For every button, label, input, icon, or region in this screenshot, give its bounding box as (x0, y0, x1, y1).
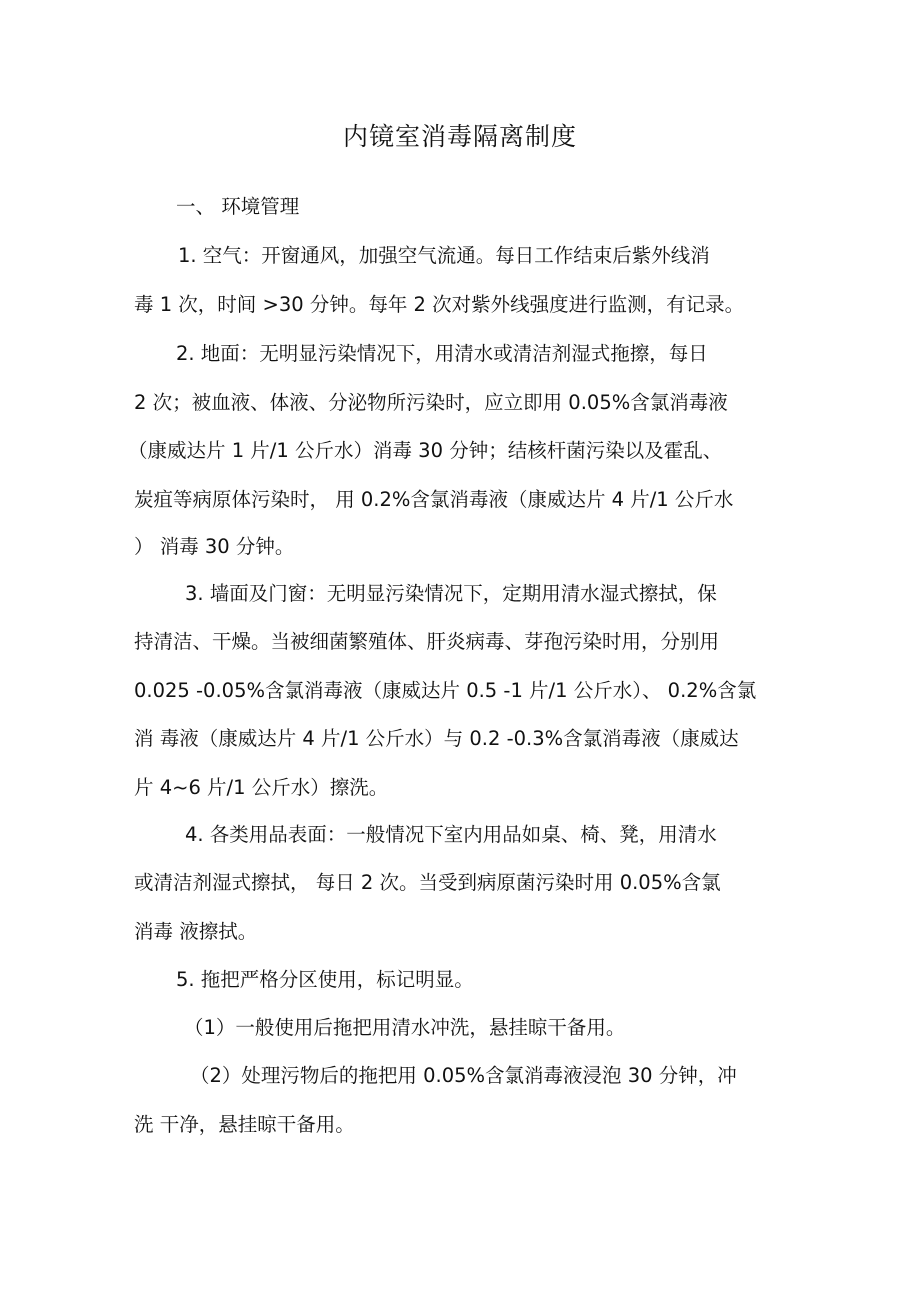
paragraph-surfaces-line-1: 4. 各类用品表面：一般情况下室内用品如桌、椅、凳，用清水 (185, 823, 717, 846)
paragraph-floor-line-2: 2 次；被血液、体液、分泌物所污染时，应立即用 0.05%含氯消毒液 (134, 391, 728, 414)
paragraph-floor-line-5: ） 消毒 30 分钟。 (134, 535, 295, 558)
paragraph-air-line-2: 毒 1 次，时间 >30 分钟。每年 2 次对紫外线强度进行监测，有记录。 (134, 293, 745, 316)
paragraph-walls-line-3: 0.025 -0.05%含氯消毒液（康威达片 0.5 -1 片/1 公斤水）、 0.2%含氯 (134, 679, 757, 702)
section-heading-environment: 一、 环境管理 (176, 195, 300, 218)
document-title: 内镜室消毒隔离制度 (342, 122, 577, 151)
paragraph-walls-line-4: 消 毒液（康威达片 4 片/1 公斤水）与 0.2 -0.3%含氯消毒液（康威达 (134, 727, 739, 750)
paragraph-mops-item-2-line-2: 洗 干净，悬挂晾干备用。 (134, 1113, 355, 1136)
paragraph-floor-line-3: （康威达片 1 片/1 公斤水）消毒 30 分钟；结核杆菌污染以及霍乱、 (128, 439, 723, 462)
paragraph-walls-line-2: 持清洁、干燥。当被细菌繁殖体、肝炎病毒、芽孢污染时用，分别用 (134, 630, 720, 653)
paragraph-mops-item-1: （1）一般使用后拖把用清水冲洗，悬挂晾干备用。 (184, 1016, 626, 1039)
paragraph-walls-line-5: 片 4~6 片/1 公斤水）擦洗。 (134, 776, 389, 799)
paragraph-air-line-1: 1. 空气：开窗通风，加强空气流通。每日工作结束后紫外线消 (178, 244, 710, 267)
paragraph-walls-line-1: 3. 墙面及门窗：无明显污染情况下，定期用清水湿式擦拭，保 (185, 582, 717, 605)
paragraph-surfaces-line-3: 消毒 液擦拭。 (134, 920, 258, 943)
paragraph-surfaces-line-2: 或清洁剂湿式擦拭， 每日 2 次。当受到病原菌污染时用 0.05%含氯 (134, 871, 721, 894)
paragraph-floor-line-4: 炭疽等病原体污染时， 用 0.2%含氯消毒液（康威达片 4 片/1 公斤水 (134, 488, 734, 511)
paragraph-mops-heading: 5. 拖把严格分区使用，标记明显。 (176, 968, 474, 991)
paragraph-mops-item-2-line-1: （2）处理污物后的拖把用 0.05%含氯消毒液浸泡 30 分钟，冲 (190, 1064, 737, 1087)
paragraph-floor-line-1: 2. 地面：无明显污染情况下，用清水或清洁剂湿式拖擦，每日 (176, 342, 708, 365)
